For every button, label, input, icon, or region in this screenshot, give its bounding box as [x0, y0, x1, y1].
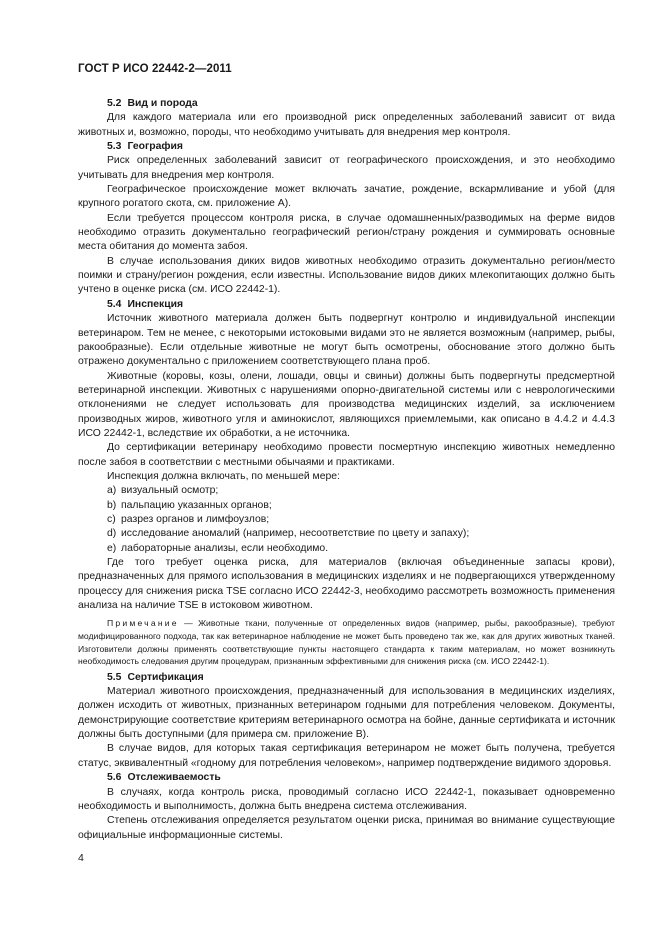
paragraph: Для каждого материала или его производной риск определенных заболеваний зависит от вида животных и, возможно, породы, что необходимо учитывать для внедрения мер контроля.	[78, 112, 615, 138]
list-item-text: визуальный осмотр;	[121, 485, 219, 497]
paragraph: В случае видов, для которых такая сертификация ветеринаром не может быть получена, требуется статус, эквивалентный «годному для потребления человеком», например подтверждение видимого здоровья.	[78, 743, 615, 769]
paragraph: Географическое происхождение может включать зачатие, рождение, вскармливание и убой (для крупного рогатого скота, см. приложение А).	[78, 184, 615, 210]
section-number: 5.2	[107, 98, 122, 109]
list-marker: e)	[107, 542, 117, 554]
paragraph: Источник животного материала должен быть подвергнут контролю и индивидуальной инспекции ветеринаром. Тем не менее, с некоторыми истоковыми видами это не является возможным (например, рыбы, ракообразные). Если отдельные животные не могут быть осмотрены, обоснование этого должно быть отражено документально с приложением соответствующего плана проб.	[78, 313, 615, 368]
list-item	[78, 513, 615, 527]
section-heading-5-4	[78, 298, 615, 312]
note-label: Примечание	[107, 618, 179, 629]
paragraph: Инспекция должна включать, по меньшей мере:	[107, 470, 340, 482]
note-text: — Животные ткани, полученные от определенных видов (например, рыбы, ракообразные), требуют модифицированного подхода, так как ветеринарное наблюдение не может быть проведено так же, как для других животных тканей. Изготовители должны применять соответствующие пункты настоящего стандарта к таким материалам, но может возникнуть необходимость следования другим процедурам, признанным эффективными для снижения риска (см. ИСО 22442-1).	[78, 618, 615, 667]
section-title: География	[127, 141, 183, 153]
section-title: Вид и порода	[127, 98, 198, 109]
section-number: 5.5	[107, 671, 122, 683]
document-header: ГОСТ Р ИСО 22442-2—2011	[78, 63, 232, 75]
section-number: 5.4	[107, 298, 122, 310]
paragraph: Материал животного происхождения, предназначенный для использования в медицинских изделиях, должен исходить от животных, признанных ветеринаром годными для потребления человеком. Документы, демонстрирующие соответствие критериям ветеринарного осмотра на бойне, данные сертификата и источник должны быть доступными (для примера см. приложение В).	[78, 686, 615, 741]
list-item-text: разрез органов и лимфоузлов;	[121, 513, 270, 525]
section-heading-5-5	[78, 671, 615, 685]
list-item	[78, 499, 615, 513]
section-number: 5.3	[107, 141, 122, 153]
list-item-text: лабораторные анализы, если необходимо.	[121, 542, 329, 554]
paragraph: Где того требует оценка риска, для материалов (включая объединенные запасы крови), предназначенных для прямого использования в медицинских изделиях и не подвергающихся утвержденному процессу для снижения риска TSE согласно ИСО 22442-3, необходимо рассмотреть возможность применения анализа на наличие TSE в истоковом животном.	[78, 557, 615, 612]
paragraph: В случаях, когда контроль риска, проводимый согласно ИСО 22442-1, показывает одновременно необходимость и выполнимость, должна быть внедрена система отслеживания.	[78, 786, 615, 812]
list-item-text: исследование аномалий (например, несоответствие по цвету и запаху);	[121, 528, 470, 540]
list-item	[78, 527, 615, 541]
list-item	[78, 542, 615, 556]
note	[78, 617, 615, 667]
section-number: 5.6	[107, 772, 122, 784]
document-body	[78, 97, 615, 843]
section-title: Отслеживаемость	[127, 772, 221, 784]
list-marker: a)	[107, 485, 117, 497]
list-item-text: пальпацию указанных органов;	[121, 499, 272, 511]
section-title: Сертификация	[127, 671, 204, 683]
section-heading-5-3	[78, 140, 615, 154]
section-title: Инспекция	[127, 298, 184, 310]
paragraph: Если требуется процессом контроля риска, в случае одомашненных/разводимых на ферме видов необходимо отразить документально географический регион/страну рождения и суммировать основные места обитания до момента забоя.	[78, 212, 615, 253]
list-item	[78, 484, 615, 498]
paragraph: Животные (коровы, козы, олени, лошади, овцы и свиньи) должны быть подвергнуты предсмертной ветеринарной инспекции. Животных с нарушениями опорно-двигательной системы или с неврологическими отклонениями не следует использовать для производства медицинских изделий, за исключением производных жиров, животного угля и аминокислот, являющихся приемлемыми, как описано в 4.4.2 и 4.4.3 ИСО 22442-1, вследствие их обработки, а не источника.	[78, 370, 615, 439]
paragraph: В случае использования диких видов животных необходимо отразить документально регион/место поимки и страну/регион рождения, если известны. Использование видов диких млекопитающих должно быть учтено в оценке риска (см. ИСО 22442-1).	[78, 255, 615, 296]
list-marker: b)	[107, 499, 117, 511]
section-heading-5-6	[78, 771, 615, 785]
paragraph: До сертификации ветеринару необходимо провести посмертную инспекцию животных немедленно после забоя в соответствии с местными обычаями и практиками.	[78, 442, 615, 468]
paragraph: Степень отслеживания определяется результатом оценки риска, принимая во внимание существующие официальные информационные системы.	[78, 815, 615, 841]
section-heading-5-2	[78, 97, 615, 111]
page-number: 4	[78, 852, 84, 864]
list-marker: d)	[107, 528, 117, 540]
paragraph: Риск определенных заболеваний зависит от географического происхождения, и это необходимо учитывать для внедрения мер контроля.	[78, 155, 615, 181]
list-marker: c)	[107, 513, 116, 525]
